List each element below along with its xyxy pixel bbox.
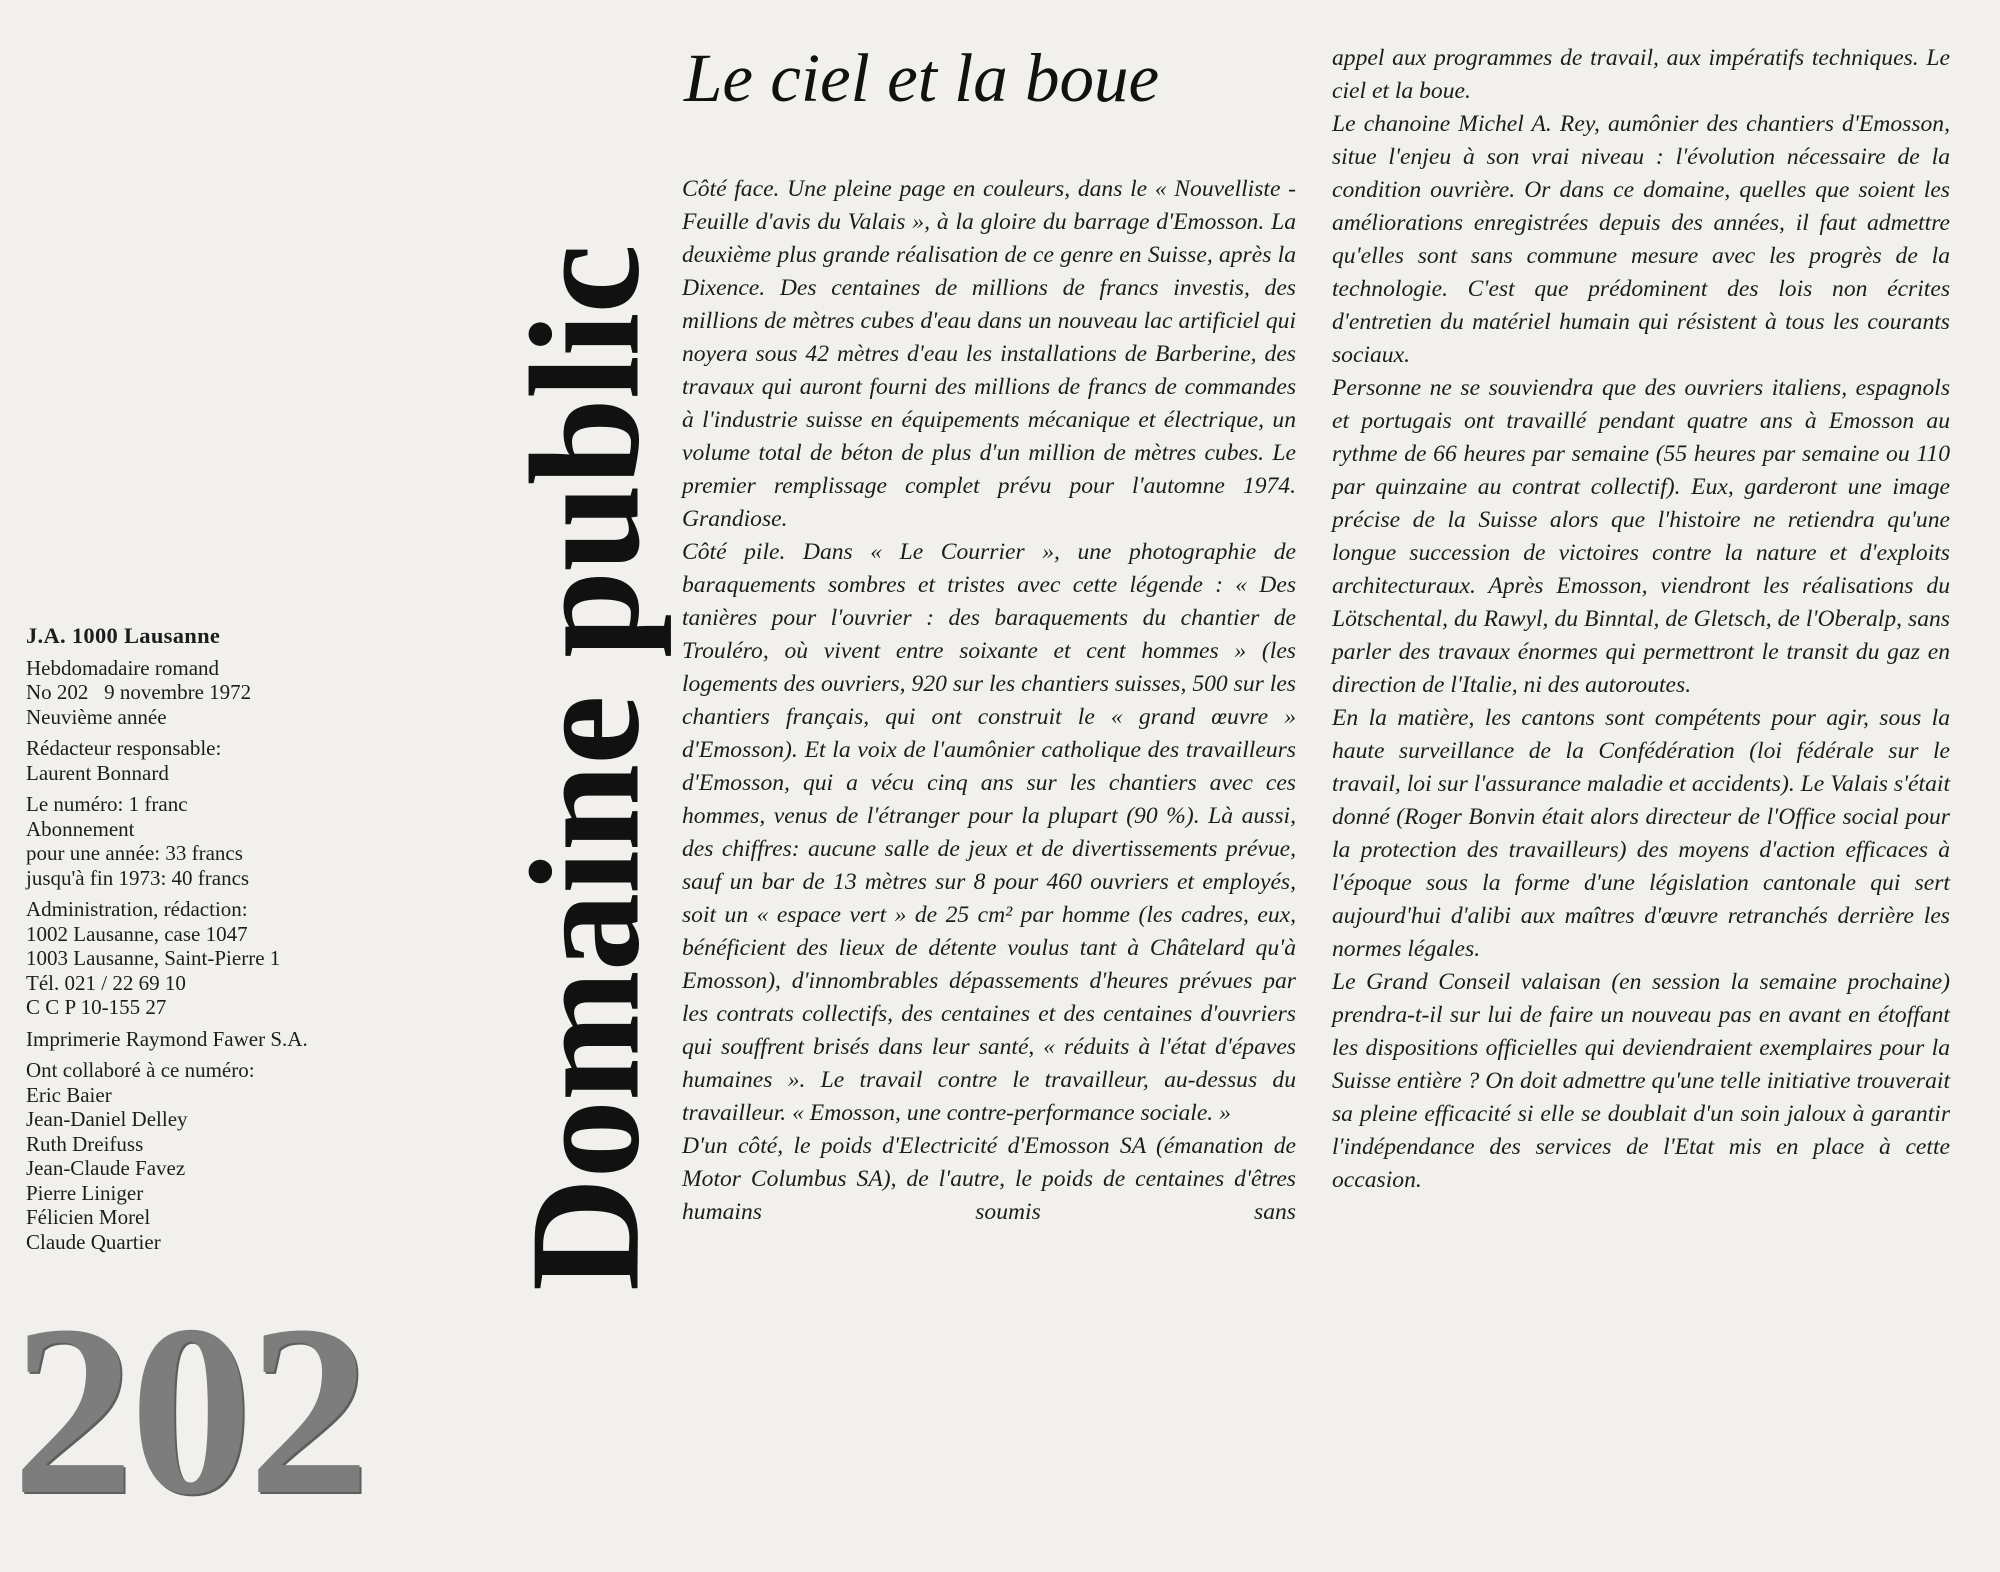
contributor-name: Ruth Dreifuss [26, 1131, 144, 1156]
contributor-name: Eric Baier [26, 1082, 112, 1107]
article-paragraph: Le Grand Conseil valaisan (en session la semaine prochaine) prendra-t-il sur lui de faire un nouveau pas en avant en étoffant les dispositions officielles qui deviendraient exemplaires pour la Suisse entière ? On doit admettre qu'une telle initiative trouverait sa pleine efficacité si elle se doublait d'un soin jaloux à garantir l'indépendance des services de l'Etat mis en place à cette occasion. [1332, 969, 1950, 1193]
admin-line: 1002 Lausanne, case 1047 [26, 921, 248, 946]
article-column-2 [1332, 42, 1950, 1197]
issue-number: 202 [12, 1275, 366, 1545]
admin-line: 1003 Lausanne, Saint-Pierre 1 [26, 946, 281, 970]
article-paragraph: Personne ne se souviendra que des ouvriers italiens, espagnols et portugais ont travaillé pendant quatre ans à Emosson au rythme de 66 heures par semaine (55 heures par semaine ou 110 par quinzaine au contrat collectif). Eux, garderont une image précise de la Suisse alors que l'histoire ne retiendra qu'une longue succession de victoires contre la nature et d'exploits architecturaux. Après Emosson, viendront les réalisations du Lötschental, du Rawyl, du Binntal, de Gletsch, de l'Oberalp, sans parler des travaux énormes qui permettront le transit du gaz en direction de l'Italie, ni des autoroutes. [1332, 375, 1950, 698]
contributors-block [26, 1058, 426, 1254]
article-paragraph: Côté face. Une pleine page en couleurs, dans le « Nouvelliste - Feuille d'avis du Valais », à la gloire du barrage d'Emosson. La deuxième plus grande réalisation de ce genre en Suisse, après la Dixence. Des centaines de millions de francs investis, des millions de mètres cubes d'eau dans un nouveau lac artificiel qui noyera sous 42 mètres d'eau les installations de Barberine, des travaux qui auront fourni des millions de francs de commandes à l'industrie suisse en équipements mécanique et électrique, un volume total de béton de plus d'un million de mètres cubes. Le premier remplissage complet prévu pour l'automne 1974. Grandiose. [682, 176, 1296, 532]
contributor-name: Pierre Liniger [26, 1180, 144, 1205]
year-line: Neuvième année [26, 704, 167, 729]
price-line: Abonnement [26, 816, 135, 841]
article-title: Le ciel et la boue [684, 40, 1160, 116]
article-column-1 [682, 173, 1296, 1229]
publication-details [26, 656, 426, 730]
article-paragraph: En la matière, les cantons sont compétents pour agir, sous la haute surveillance de la Confédération (loi fédérale sur le travail, loi sur l'assurance maladie et accidents). Le Valais s'était donné (Roger Bonvin était alors directeur de l'Office social pour la protection des travailleurs) des moyens d'action efficaces à l'époque sous la forme d'une législation cantonale qui sert aujourd'hui d'alibi aux maîtres d'œuvre retranchés derrière les normes légales. [1332, 705, 1950, 962]
contributor-name: Claude Quartier [26, 1229, 161, 1254]
pricing-block [26, 792, 426, 890]
printer-line: Imprimerie Raymond Fawer S.A. [26, 1026, 308, 1051]
postal-mark: J.A. 1000 Lausanne [26, 623, 221, 648]
editor-name: Laurent Bonnard [26, 760, 169, 785]
printer-block [26, 1027, 426, 1052]
publication-line: Hebdomadaire romand [26, 655, 220, 680]
price-line: jusqu'à fin 1973: 40 francs [26, 865, 250, 890]
price-line: pour une année: 33 francs [26, 841, 243, 865]
admin-line: Administration, rédaction: [26, 897, 248, 921]
administration-block [26, 897, 426, 1020]
admin-line: Tél. 021 / 22 69 10 [26, 970, 186, 995]
contributor-name: Félicien Morel [26, 1205, 151, 1229]
issue-date-line: No 202 9 novembre 1972 [26, 680, 252, 704]
editor-label: Rédacteur responsable: [26, 736, 222, 760]
article-paragraph: Côté pile. Dans « Le Courrier », une photographie de baraquements sombres et tristes avec cette légende : « Des tanières pour l'ouvrier : des baraquements du chantier de Trouléro, où vivent entre soixante et cent hommes » (les logements des ouvriers, 920 sur les chantiers suisses, 500 sur les chantiers français, qui ont construit le « grand œuvre » d'Emosson). Et la voix de l'aumônier catholique des travailleurs d'Emosson, qui a vécu cinq ans sur les chantiers avec ces hommes, venus de l'étranger pour la plupart (90 %). Là aussi, des chiffres: aucune salle de jeux et de divertissements prévue, sauf un bar de 13 mètres sur 8 pour 460 ouvriers et employés, soit un « espace vert » de 25 cm² par homme (les cadres, eux, bénéficient des lieux de détente voulus tant à Châtelard qu'à Emosson), d'innombrables dépassements d'heures prévues par les contrats collectifs, des centaines et des centaines d'ouvriers qui souffrent brisés dans leur santé, « réduits à l'état d'épaves humaines ». Le travail contre le travailleur, au-dessus du travailleur. « Emosson, une contre-performance sociale. » [682, 539, 1296, 1126]
article-paragraph: appel aux programmes de travail, aux impératifs techniques. Le ciel et la boue. [1332, 45, 1950, 104]
admin-line: C C P 10-155 27 [26, 995, 167, 1019]
article-paragraph: Le chanoine Michel A. Rey, aumônier des chantiers d'Emosson, situe l'enjeu à son vrai niveau : l'évolution nécessaire de la condition ouvrière. Or dans ce domaine, quelles que soient les améliorations enregistrées depuis des années, il faut admettre qu'elles sont sans commune mesure avec les progrès de la technologie. C'est que prédominent des lois non écrites d'entretien du matériel humain qui résistent à tous les courants sociaux. [1332, 111, 1950, 368]
contributor-name: Jean-Claude Favez [26, 1156, 186, 1180]
price-line: Le numéro: 1 franc [26, 792, 188, 816]
editor-block [26, 736, 426, 785]
contributors-label: Ont collaboré à ce numéro: [26, 1058, 255, 1082]
article-paragraph: D'un côté, le poids d'Electricité d'Emosson SA (émanation de Motor Columbus SA), de l'autre, le poids de centaines d'êtres humains soumis sans [682, 1133, 1296, 1225]
masthead-title: Domaine public [497, 245, 672, 1291]
contributor-name: Jean-Daniel Delley [26, 1107, 188, 1131]
publication-info [26, 624, 426, 1261]
